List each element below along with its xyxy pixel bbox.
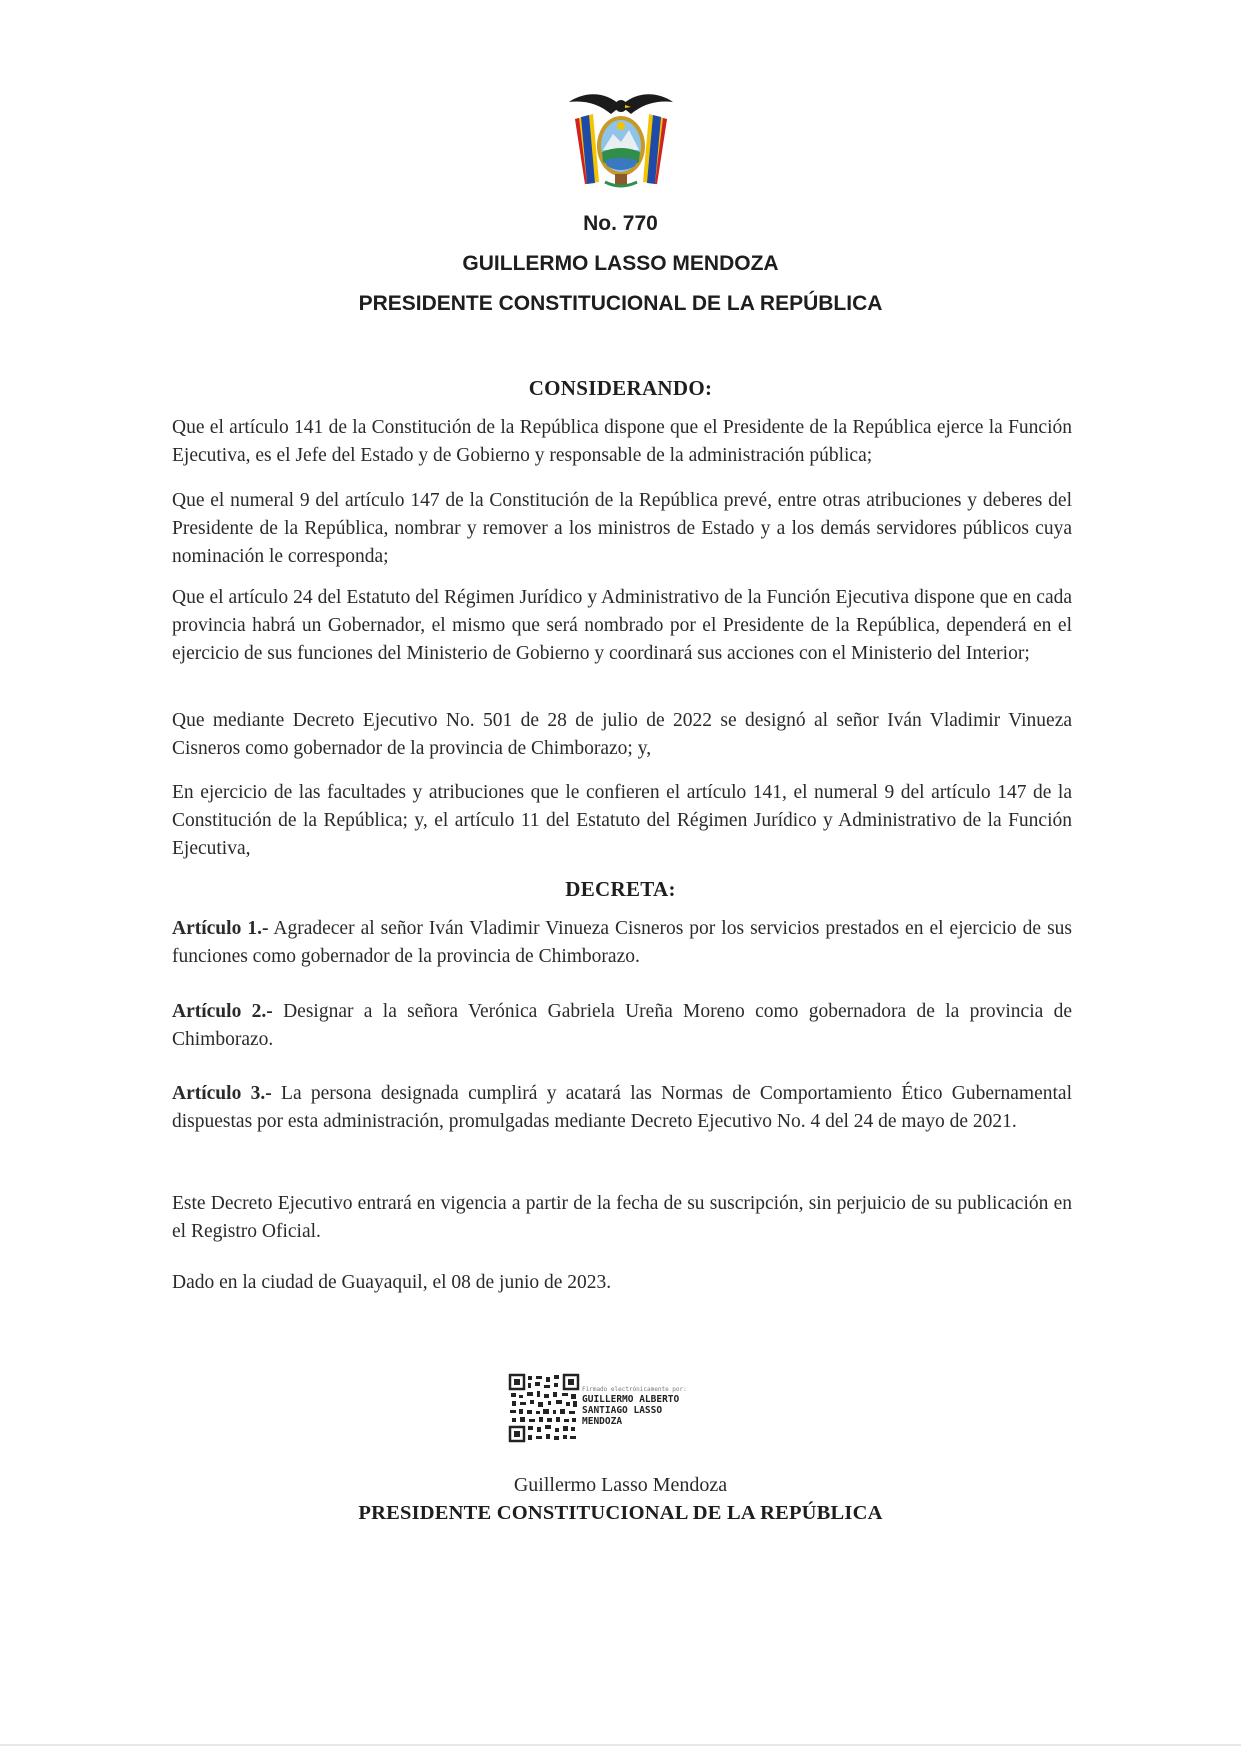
president-title: PRESIDENTE CONSTITUCIONAL DE LA REPÚBLICA: [358, 292, 883, 315]
dado-paragraph: Dado en la ciudad de Guayaquil, el 08 de junio de 2023.: [172, 1272, 612, 1293]
president-name: GUILLERMO LASSO MENDOZA: [462, 252, 779, 275]
signer-line-2: SANTIAGO LASSO: [582, 1405, 663, 1416]
decreta-heading: DECRETA:: [565, 877, 676, 901]
considerando-paragraph: Que el artículo 24 del Estatuto del Régimen Jurídico y Administrativo de la Función Ejecutiva dispone que en cada provincia habrá un Gobernador, el mismo que será nombrado por el Presidente de la República, dependerá en el ejercicio de sus funciones del Ministerio de Gobierno y coordinará sus acciones con el Ministerio del Interior;: [172, 587, 1072, 664]
signer-line-3: MENDOZA: [582, 1416, 623, 1427]
scan-edge-divider: [0, 1744, 1241, 1746]
article-text: Designar a la señora Verónica Gabriela Ureña Moreno como gobernadora de la provincia de Chimborazo.: [172, 1001, 1072, 1050]
signature-text: [582, 1386, 687, 1427]
considerando-paragraph: En ejercicio de las facultades y atribuciones que le confieren el artículo 141, el numeral 9 del artículo 147 de la Constitución de la República; y, el artículo 11 del Estatuto del Régimen Jurídico y Administrativo de la Función Ejecutiva,: [172, 782, 1072, 859]
article-label: Artículo 1.-: [172, 918, 269, 939]
article-text: La persona designada cumplirá y acatará las Normas de Comportamiento Ético Gubernamental dispuestas por esta administración, promulgadas mediante Decreto Ejecutivo No. 4 del 24 de mayo de 2021.: [172, 1083, 1072, 1132]
signature-caption: Firmado electrónicamente por:: [582, 1386, 687, 1393]
considerando-paragraph: Que el artículo 141 de la Constitución de la República dispone que el Presidente de la República ejerce la Función Ejecutiva, es el Jefe del Estado y de Gobierno y responsable de la administración pública;: [172, 417, 1072, 466]
ecuador-coat-of-arms-icon: [565, 84, 677, 196]
considerando-paragraph: Que el numeral 9 del artículo 147 de la Constitución de la República prevé, entre otras atribuciones y deberes del Presidente de la República, nombrar y remover a los ministros de Estado y a los demás servidores públicos cuya nominación le corresponda;: [172, 490, 1072, 567]
article-3: [172, 1080, 1072, 1136]
article-label: Artículo 3.-: [172, 1083, 272, 1104]
article-1: [172, 915, 1072, 971]
signer-name: Guillermo Lasso Mendoza: [513, 1474, 728, 1496]
decree-number: No. 770: [583, 212, 658, 235]
article-2: [172, 998, 1072, 1054]
considerando-heading: CONSIDERANDO:: [528, 376, 713, 400]
article-label: Artículo 2.-: [172, 1001, 273, 1022]
considerando-paragraph: Que mediante Decreto Ejecutivo No. 501 de 28 de julio de 2022 se designó al señor Iván Vladimir Vinueza Cisneros como gobernador de la provincia de Chimborazo; y,: [172, 710, 1072, 759]
vigencia-paragraph: Este Decreto Ejecutivo entrará en vigencia a partir de la fecha de su suscripción, sin perjuicio de su publicación en el Registro Oficial.: [172, 1193, 1072, 1242]
signer-title: PRESIDENTE CONSTITUCIONAL DE LA REPÚBLICA: [358, 1502, 883, 1524]
signer-line-1: GUILLERMO ALBERTO: [582, 1394, 680, 1405]
article-text: Agradecer al señor Iván Vladimir Vinueza Cisneros por los servicios prestados en el ejercicio de sus funciones como gobernador de la provincia de Chimborazo.: [172, 918, 1072, 967]
